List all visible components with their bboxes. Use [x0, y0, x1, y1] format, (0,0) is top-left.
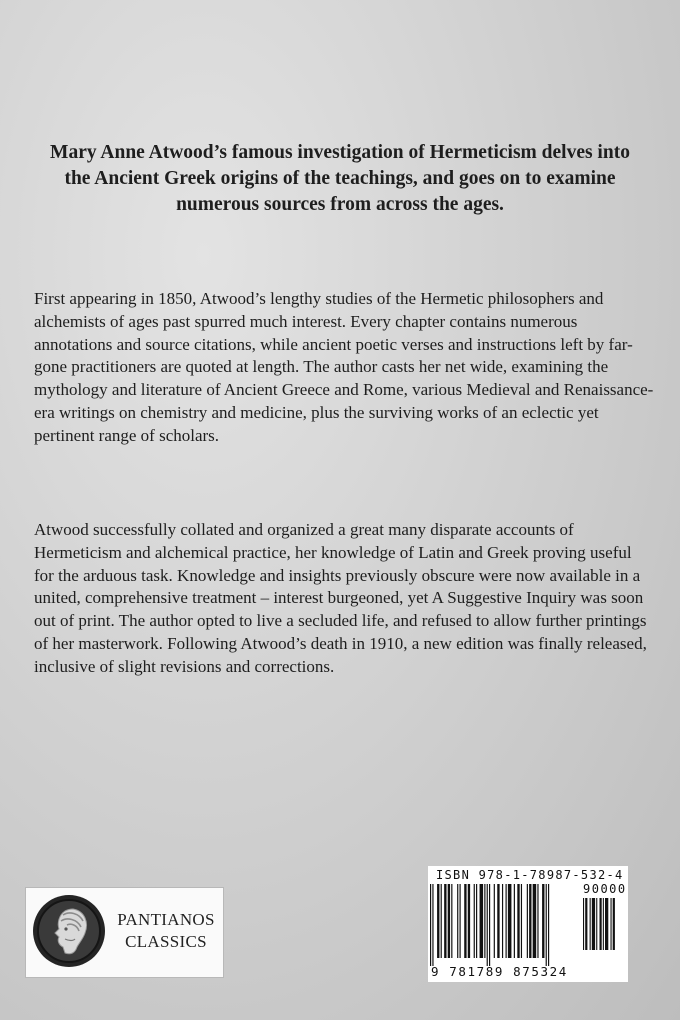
barcode-bar — [548, 884, 549, 966]
publisher-name-line-2: CLASSICS — [125, 932, 207, 951]
coin-portrait-icon — [33, 895, 105, 967]
barcode-bar — [508, 884, 512, 958]
barcode-bar — [432, 884, 433, 966]
barcode-bar — [457, 884, 458, 958]
barcode-bar — [600, 898, 602, 950]
description-paragraph-2: Atwood successfully collated and organized a great many disparate accounts of Hermeticism and alchemical practice, her knowledge of Latin and Greek proving useful for the arduous task. Knowledge and insights previously obscure were now available in a united, comprehensive treatment – interest burgeoned, yet A Suggestive Inquiry was soon out of print. The author opted to live a secluded life, and refused to allow further printings of her masterwork. Following Atwood’s death in 1910, a new edition was finally released, inclusive of slight revisions and corrections. — [34, 520, 647, 676]
barcode-bar — [484, 884, 485, 958]
barcode-bar — [430, 884, 431, 966]
barcode-bar — [494, 884, 495, 958]
barcode-bar — [603, 898, 604, 950]
barcode-bar — [451, 884, 452, 958]
barcode-bar — [583, 898, 584, 950]
barcode-bar — [613, 898, 615, 950]
publisher-name-line-1: PANTIANOS — [117, 910, 215, 929]
publisher-logo — [25, 887, 224, 978]
isbn-label: ISBN 978-1-78987-532-4 — [436, 868, 624, 882]
barcode-bar — [537, 884, 538, 958]
ean-digits: 9 781789 875324 — [431, 964, 568, 979]
barcode-bar — [474, 884, 475, 958]
barcode-bar — [521, 884, 522, 958]
barcode-bar — [517, 884, 519, 958]
description-paragraph-1: First appearing in 1850, Atwood’s lengthy studies of the Hermetic philosophers and alchemists of ages past spurred much interest. Every chapter contains numerous annotations and source citations, while ancient poetic verses and instructions left by far-gone practitioners are quoted at length. The author casts her net wide, examining the mythology and literature of Ancient Greece and Rome, various Medieval and Renaissance-era writings on chemistry and medicine, plus the surviving works of an eclectic yet pertinent range of scholars. — [34, 289, 654, 445]
barcode-bar — [497, 884, 499, 958]
barcode-bar — [437, 884, 439, 958]
barcode-bar — [592, 898, 595, 950]
barcode-bar — [502, 884, 503, 958]
isbn-barcode — [428, 866, 628, 982]
publisher-name — [112, 909, 220, 953]
ean-barcode-bars — [430, 884, 580, 966]
barcode-bar — [529, 884, 531, 958]
barcode-bar — [542, 884, 544, 958]
barcode-bar — [441, 884, 442, 958]
barcode-bar — [476, 884, 477, 958]
barcode-bar — [506, 884, 507, 958]
barcode-bar — [605, 898, 608, 950]
barcode-bar — [596, 898, 597, 950]
barcode-bar — [514, 884, 515, 958]
addon-barcode-bars — [583, 898, 625, 958]
barcode-bar — [444, 884, 446, 958]
barcode-bar — [448, 884, 450, 958]
barcode-bar — [527, 884, 528, 958]
barcode-bar — [487, 884, 488, 966]
barcode-bar — [464, 884, 466, 958]
barcode-bar — [590, 898, 591, 950]
barcode-bar — [480, 884, 484, 958]
barcode-bar — [460, 884, 461, 958]
price-code: 90000 — [583, 882, 627, 896]
barcode-bar — [585, 898, 587, 950]
lead-blurb: Mary Anne Atwood’s famous investigation of Hermeticism delves into the Ancient Greek origins of the teachings, and goes on to examine numerous sources from across the ages. — [50, 142, 630, 215]
barcode-bar — [489, 884, 490, 966]
barcode-bar — [546, 884, 547, 966]
barcode-bar — [611, 898, 612, 950]
barcode-bar — [468, 884, 470, 958]
barcode-bar — [533, 884, 537, 958]
